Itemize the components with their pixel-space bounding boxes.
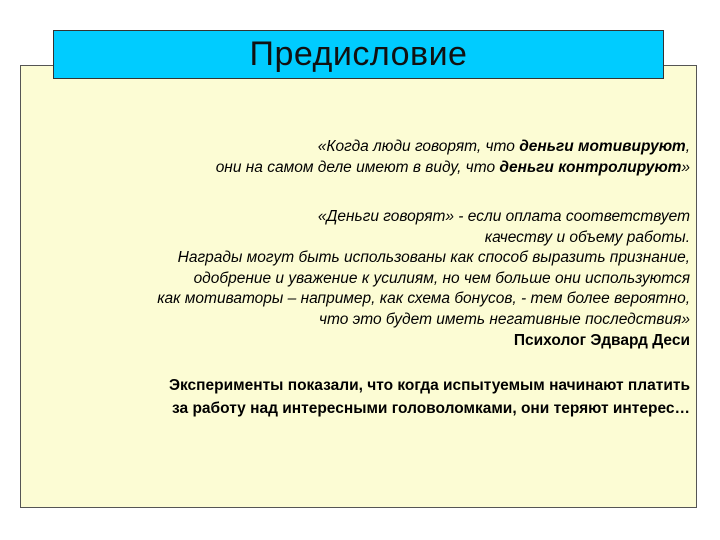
quote2-line: качеству и объему работы.	[484, 228, 690, 246]
conclusion-line-2: за работу над интересными головоломками, они теряют интерес…	[172, 400, 690, 417]
quote-line-2: они на самом деле имеют в виду, что деньги контролируют»	[215, 158, 690, 176]
quote2-line: «Деньги говорят» - если оплата соответствует	[317, 208, 690, 225]
quote-author: Психолог Эдвард Деси	[513, 332, 690, 349]
quote2-line: как мотиваторы – например, как схема бонусов, - тем более вероятно,	[157, 290, 690, 307]
quote2-line: что это будет иметь негативные последствия»	[318, 310, 690, 328]
quote2-line: одобрение и уважение к усилиям, но чем больше они используются	[193, 269, 690, 287]
conclusion-line-1: Эксперименты показали, что когда испытуемым начинают платить	[168, 377, 690, 394]
quote-money-talks	[30, 207, 690, 351]
quote-line-1: «Когда люди говорят, что деньги мотивируют,	[317, 138, 690, 155]
conclusion-text	[30, 374, 690, 420]
quote-motivation	[30, 137, 690, 178]
title-banner	[53, 30, 664, 79]
slide-title: Предисловие	[249, 35, 468, 73]
quote2-line: Награды могут быть использованы как способ выразить признание,	[177, 249, 690, 266]
